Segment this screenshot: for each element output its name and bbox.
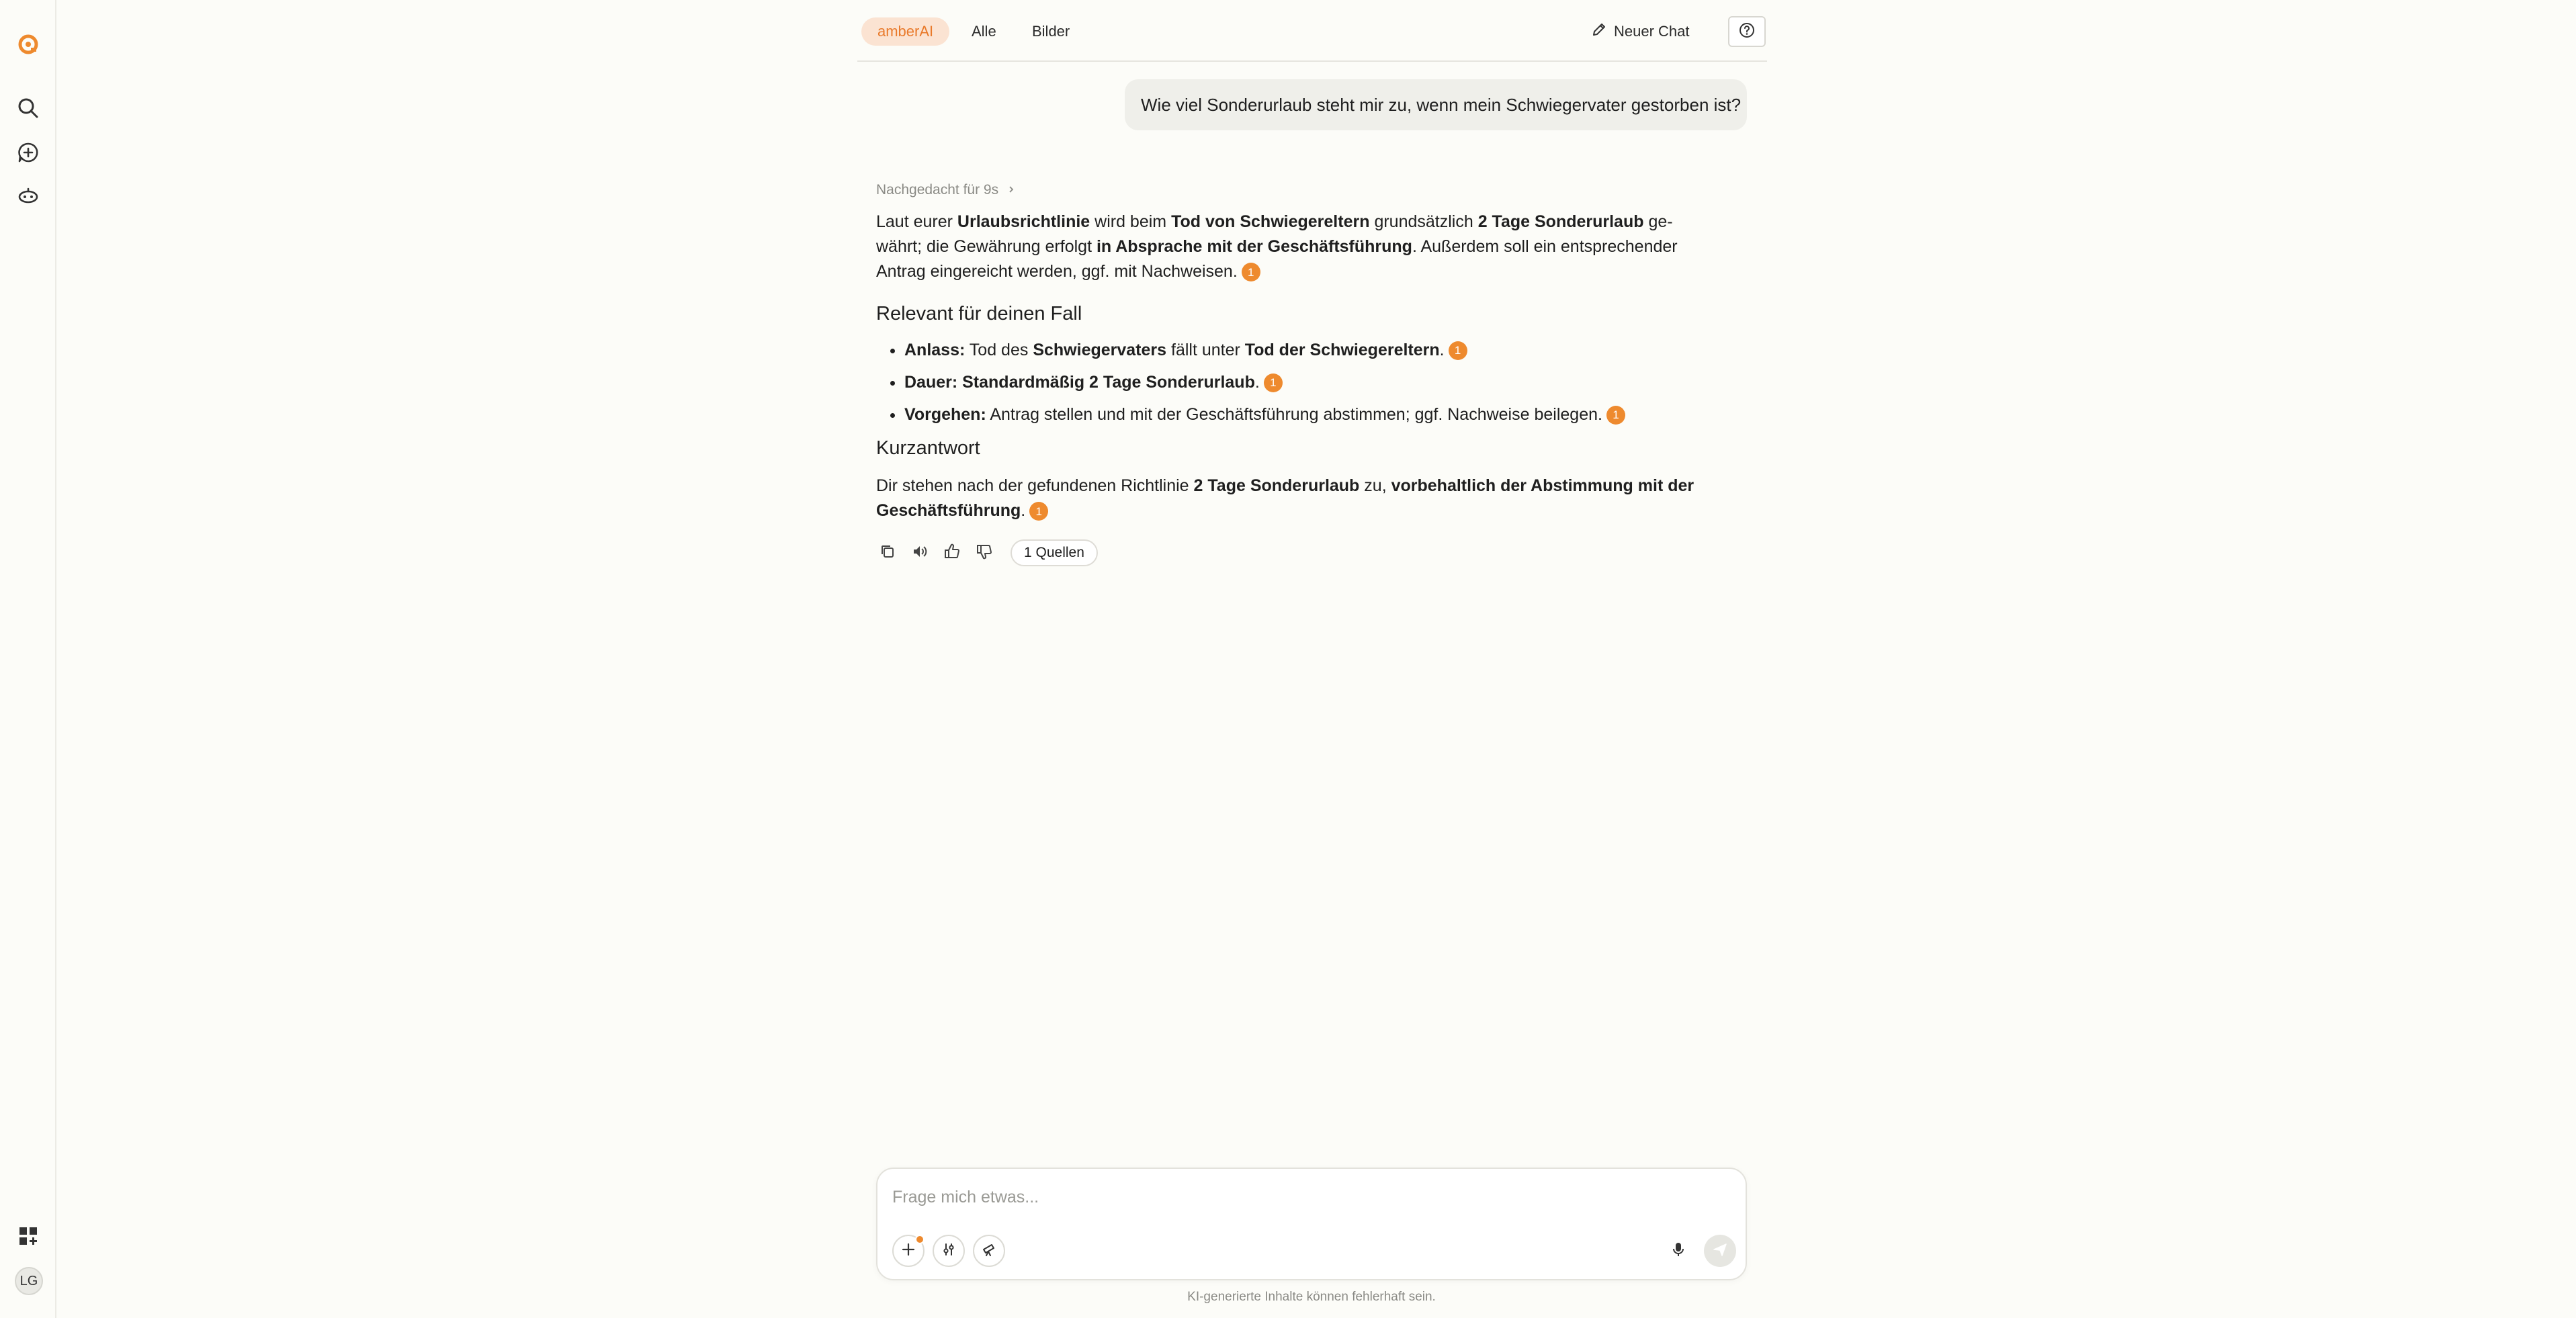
read-aloud-button[interactable]: [908, 541, 931, 564]
text: gewährt; die Gewährung erfolgt: [876, 212, 1673, 256]
bold-text: Tod der Schwiegereltern: [1244, 341, 1440, 359]
sources-button[interactable]: 1 Quellen: [1011, 539, 1098, 566]
citation-badge[interactable]: 1: [1449, 341, 1467, 360]
citation-badge[interactable]: 1: [1264, 374, 1283, 392]
text: .: [1439, 341, 1445, 359]
bold-text: Schwiegervaters: [1033, 341, 1167, 359]
bold-text: Tod von Schwiegereltern: [1171, 212, 1370, 231]
notification-dot: [915, 1235, 925, 1244]
attach-button[interactable]: [892, 1235, 925, 1267]
relevance-list: [876, 338, 1709, 427]
bold-text: vorbehaltlich der Abstimmung mit der Geschäftsführung: [876, 476, 1694, 520]
thumbs-down-button[interactable]: [973, 541, 996, 564]
send-button[interactable]: [1704, 1235, 1736, 1267]
chevron-right-icon: [1006, 182, 1016, 198]
text: Laut eurer: [876, 212, 957, 231]
apps-grid-icon[interactable]: [15, 1223, 42, 1249]
plus-icon: [900, 1241, 916, 1261]
telescope-button[interactable]: [973, 1235, 1005, 1267]
logo-icon[interactable]: [15, 31, 42, 58]
heading-short-answer: Kurzantwort: [876, 437, 980, 459]
microphone-button[interactable]: [1662, 1235, 1694, 1267]
sliders-icon: [941, 1241, 957, 1261]
text: .: [1254, 373, 1260, 392]
thought-toggle[interactable]: [876, 179, 1709, 202]
list-item: [904, 370, 1709, 394]
item-label: Dauer: Standardmäßig 2 Tage Sonderurlaub: [904, 373, 1255, 392]
tab-alle[interactable]: Alle: [972, 23, 996, 40]
tab-bilder[interactable]: Bilder: [1032, 23, 1070, 40]
citation-badge[interactable]: 1: [1029, 502, 1048, 521]
thumbs-up-icon: [943, 543, 961, 564]
top-navigation: [857, 16, 1767, 62]
text: Antrag stellen und mit der Geschäftsführung abstimmen; ggf. Nachweise beilegen.: [986, 405, 1602, 424]
user-message-text: Wie viel Sonderurlaub steht mir zu, wenn mein Schwiegervater gestorben ist?: [1141, 94, 1742, 115]
copy-icon: [879, 543, 896, 564]
send-icon: [1711, 1241, 1729, 1262]
text: grundsätzlich: [1369, 212, 1478, 231]
text: . Außerdem soll ein entsprechender Antrag eingereicht werden, ggf. mit Nachweisen.: [876, 237, 1678, 281]
bold-text: 2 Tage Sonderurlaub: [1477, 212, 1644, 231]
user-message: [1125, 79, 1747, 130]
text: Tod des: [965, 341, 1033, 359]
new-chat-icon[interactable]: [15, 139, 42, 166]
new-chat-label: Neuer Chat: [1614, 23, 1690, 40]
settings-sliders-button[interactable]: [933, 1235, 965, 1267]
search-icon[interactable]: [15, 95, 42, 122]
composer: [876, 1168, 1747, 1280]
text: zu,: [1359, 476, 1391, 495]
assistant-icon[interactable]: [15, 183, 42, 210]
avatar[interactable]: LG: [15, 1267, 43, 1295]
disclaimer: KI-generierte Inhalte können fehlerhaft sein.: [1187, 1290, 1436, 1304]
text: .: [1021, 501, 1026, 520]
list-item: [904, 402, 1709, 427]
text: fällt unter: [1166, 341, 1245, 359]
citation-badge[interactable]: 1: [1242, 263, 1260, 281]
thumbs-down-icon: [976, 543, 993, 564]
assistant-answer: [876, 179, 1709, 568]
answer-intro: [876, 210, 1709, 284]
speaker-icon: [911, 543, 929, 564]
telescope-icon: [981, 1241, 997, 1261]
copy-button[interactable]: [876, 541, 899, 564]
bold-text: in Absprache mit der Geschäftsführung: [1096, 237, 1412, 256]
help-button[interactable]: [1728, 16, 1766, 47]
bold-text: Urlaubsrichtlinie: [957, 212, 1090, 231]
help-icon: [1738, 21, 1756, 42]
thought-label: Nachgedacht für 9s: [876, 182, 999, 197]
prompt-input[interactable]: [892, 1184, 1699, 1211]
sidebar: [0, 0, 56, 1318]
item-label: Vorgehen:: [904, 405, 986, 424]
bold-text: 2 Tage Sonderurlaub: [1193, 476, 1360, 495]
tab-amberai[interactable]: amberAI: [861, 17, 949, 46]
item-label: Anlass:: [904, 341, 965, 359]
citation-badge[interactable]: 1: [1606, 406, 1625, 425]
text: wird beim: [1090, 212, 1172, 231]
answer-actions: [876, 538, 1709, 568]
short-answer: [876, 474, 1709, 523]
text: Dir stehen nach der gefundenen Richtlinie: [876, 476, 1194, 495]
heading-relevant: Relevant für deinen Fall: [876, 303, 1082, 324]
microphone-icon: [1670, 1241, 1687, 1262]
pencil-icon: [1591, 21, 1607, 42]
new-chat-button[interactable]: [1591, 17, 1690, 46]
thumbs-up-button[interactable]: [941, 541, 963, 564]
list-item: [904, 338, 1709, 362]
